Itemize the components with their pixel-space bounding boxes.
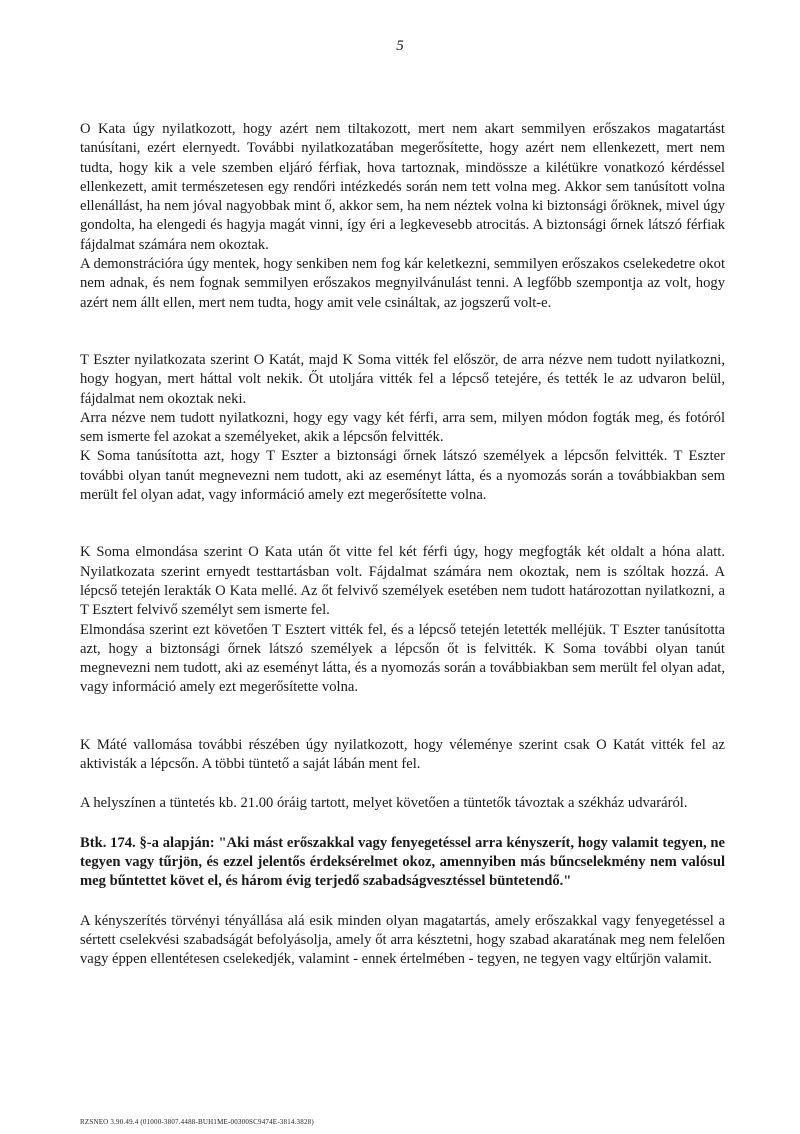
paragraph-t-eszter-statement: T Eszter nyilatkozata szerint O Katát, majd K Soma vitték fel először, de arra nézve nem tudott nyilatkozni, hogy hogyan, mert háttal volt nekik. Őt utoljára vitték fel a lépcső tetejére, és tették le az udvaron belül, fájdalmat nem okoztak neki. (80, 351, 725, 407)
paragraph-protest-end: A helyszínen a tüntetés kb. 21.00 óráig tartott, melyet követően a tüntetők távoztak a székház udvaráról. (80, 795, 688, 812)
paragraph-k-mate-testimony: K Máté vallomása további részében úgy nyilatkozott, hogy véleménye szerint csak O Katát vitték fel az aktivisták a lépcsőn. A többi tüntető a saját lábán ment fel. (80, 736, 725, 773)
paragraph-btk-174: Btk. 174. §-a alapján: "Aki mást erőszakkal vagy fenyegetéssel arra kényszerít, hogy valamit tegyen, ne tegyen vagy tűrjön, és ezzel jelentős érdeksérelmet okoz, amennyiben más bűncselekmény nem valósul meg bűntettet követ el, és három évig terjedő szabadságvesztéssel büntetendő." (80, 834, 725, 890)
paragraph-o-kata-statement: O Kata úgy nyilatkozott, hogy azért nem tiltakozott, mert nem akart semmilyen erőszakos magatartást tanúsítani, ezért elernyedt. További nyilatkozatában megerősítette, hogy azért nem ellenkezett, mert nem tudta, hogy kik a vele szemben eljáró férfiak, hova tartoznak, mindössze a kilétükre vonatkozó kérdéssel ellenkezett, amit természetesen egy rendőri intézkedés során nem tett volna meg. Akkor sem tanúsított volna ellenállást, ha nem jóval nagyobbak mint ő, akkor sem, ha nem néztek volna ki biztonsági őröknek, mivel úgy gondolta, ha elengedi és hagyja magát vinni, így éri a legkevesebb atrocitás. A biztonsági őrnek látszó férfiak fájdalmat számára nem okoztak. (80, 121, 725, 253)
paragraph-t-eszter-unknown: Arra nézve nem tudott nyilatkozni, hogy egy vagy két férfi, arra sem, milyen módon fogták meg, és fotóról sem ismerte fel azokat a személyeket, akik a lépcsőn felvitték. (80, 409, 725, 446)
paragraph-k-soma-followup: Elmondása szerint ezt követően T Esztert vitték fel, és a lépcső tetején letették melléjük. T Eszter tanúsította azt, hogy a biztonsági őrnek látszó személyek a lépcsőn őt is felvitték. K Soma további olyan tanút megnevezni nem tudott, aki az eseményt látta, és a nyomozás során a továbbiakban sem merült fel olyan adat, vagy információ amely ezt megerősítette volna. (80, 621, 725, 696)
document-body (80, 120, 725, 969)
paragraph-k-soma-testimony: K Soma tanúsította azt, hogy T Eszter a biztonsági őrnek látszó személyek a lépcsőn felvitték. T Eszter további olyan tanút megnevezni nem tudott, aki az eseményt látta, és a nyomozás során a továbbiakban sem merült fel olyan adat, vagy információ amely ezt megerősítette volna. (80, 448, 725, 504)
paragraph-coercion-definition: A kényszerítés törvényi tényállása alá esik minden olyan magatartás, amely erőszakkal vagy fenyegetéssel a sértett cselekvési szabadságát befolyásolja, amely őt arra késztetni, hogy szabad akaratának meg nem felelően vagy éppen ellentétesen cselekedjék, valamint - ennek értelmében - tegyen, ne tegyen vagy eltűrjön valamit. (80, 912, 725, 968)
page-number: 5 (396, 38, 404, 54)
paragraph-demonstration: A demonstrációra úgy mentek, hogy senkiben nem fog kár keletkezni, semmilyen erőszakos cselekedetre okot nem adnak, és nem fognak semmilyen erőszakos megnyilvánulást tenni. A legfőbb szempontja az volt, hogy azért nem állt ellen, mert nem tudta, hogy amit vele csináltak, az jogszerű volt-e. (80, 256, 725, 311)
paragraph-k-soma-statement: K Soma elmondása szerint O Kata után őt vitte fel két férfi úgy, hogy megfogták két oldalt a hóna alatt. Nyilatkozata szerint ernyedt testtartásban volt. Fájdalmat számára nem okoztak, nem is szóltak hozzá. A lépcső tetején lerakták O Kata mellé. Az őt felvivő személyek esetében nem tudott határozottan nyilatkozni, a T Esztert felvivő személyt sem ismerte fel. (80, 544, 725, 619)
document-footer-code: RZSNEO 3.90.49.4 (01000-3807.4488-BUH1ME-00300SC9474E-3814.3828) (80, 1118, 314, 1126)
